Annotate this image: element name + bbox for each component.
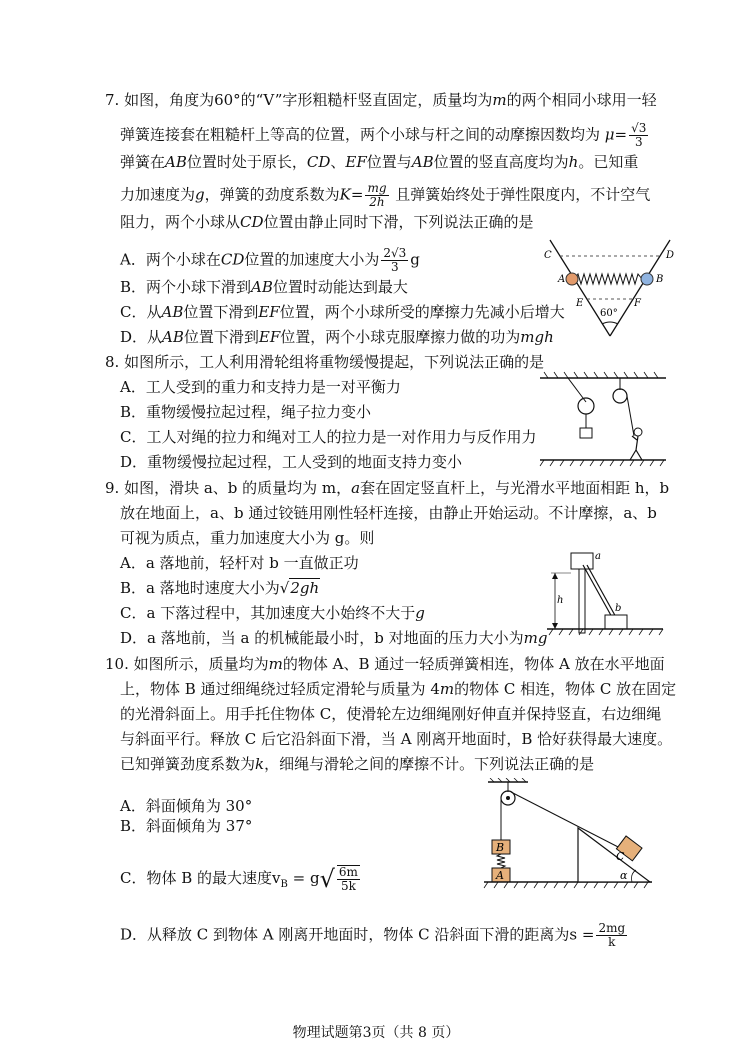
q8-option-d: D．重物缓慢拉起过程，工人受到的地面支持力变小 (120, 453, 463, 471)
q10-line-1: 10. 如图所示，质量均为m的物体 A、B 通过一轻质弹簧相连，物体 A 放在水平地面 (105, 655, 665, 673)
q9-line-2: 放在地面上，a、b 通过铰链用刚性轻杆连接，由静止开始运动。不计摩擦，a、b (120, 504, 657, 522)
q9-line-1: 9. 如图，滑块 a、b 的质量均为 m，a套在固定竖直杆上，与光滑水平地面相距 h，b (105, 479, 670, 497)
ball-b (641, 273, 653, 285)
label-b: B (496, 841, 505, 854)
incline-figure (482, 778, 654, 890)
mu-fraction: $\frac{√3}{3}$ (631, 121, 647, 149)
slider-rod-figure (545, 545, 665, 640)
label-c: C (544, 250, 552, 261)
label-f: F (634, 298, 641, 309)
q10-line-5: 已知弹簧劲度系数为k，细绳与滑轮之间的摩擦不计。下列说法正确的是 (120, 755, 595, 773)
v-rod-figure (540, 236, 680, 341)
q8-stem: 8. 如图所示，工人利用滑轮组将重物缓慢提起，下列说法正确的是 (105, 353, 545, 371)
pulley-figure (538, 370, 668, 468)
spring (497, 854, 505, 868)
q7-option-c: C．从AB位置下滑到EF位置，两个小球所受的摩擦力先减小后增大 (120, 303, 565, 321)
q8-option-b: B．重物缓慢拉起过程，绳子拉力变小 (120, 403, 372, 421)
q7-line-3: 弹簧在AB位置时处于原长，CD、EF位置与AB位置的竖直高度均为h。已知重 (120, 153, 639, 171)
q10-option-c: C．物体 B 的最大速度$v_B = g√$ $\frac{6m}{5k}$ (120, 865, 358, 893)
worker-head (634, 428, 642, 436)
label-a: A (496, 869, 504, 882)
k-fraction: $\frac{mg}{2h}$ (367, 181, 387, 209)
q10-option-b: B．斜面倾角为 37° (120, 817, 253, 835)
q10-line-3: 的光滑斜面上。用手托住物体 C，使滑轮左边细绳刚好伸直并保持竖直，右边细绳 (120, 705, 662, 723)
fixed-pulley (613, 389, 627, 403)
q9-option-d: D．a 落地前，当 a 的机械能最小时，b 对地面的压力大小为mg (120, 629, 548, 647)
label-b: b (615, 603, 622, 614)
q7-line-5: 阻力，两个小球从CD位置由静止同时下滑，下列说法正确的是 (120, 213, 534, 231)
q7-option-d: D．从AB位置下滑到EF位置，两个小球克服摩擦力做的功为mgh (120, 328, 554, 346)
q10-line-2: 上，物体 B 通过细绳绕过轻质定滑轮与质量为 4m的物体 C 相连，物体 C 放在固定 (120, 680, 677, 698)
q7-option-a: A．两个小球在CD位置的加速度大小为 $\frac{2√3}{3}$ g (120, 246, 420, 274)
q7-line-4: 力加速度为g，弹簧的劲度系数为K= $\frac{mg}{2h}$ 且弹簧始终处于弹性限度内，不计空气 (120, 181, 651, 209)
slider-a (571, 553, 593, 569)
weight (580, 428, 592, 438)
q9-option-c: C．a 下落过程中，其加速度大小始终不大于g (120, 604, 425, 622)
q10-line-4: 与斜面平行。释放 C 后它沿斜面下滑，当 A 刚离开地面时，B 恰好获得最大速度。 (120, 730, 673, 748)
slider-b (605, 615, 627, 629)
q7-line-2: 弹簧连接套在粗糙杆上等高的位置，两个小球与杆之间的动摩擦因数均为 μ= $\frac{√3}{3}$ (120, 121, 647, 149)
label-a: A (558, 274, 566, 285)
q8-option-a: A．工人受到的重力和支持力是一对平衡力 (120, 378, 401, 396)
label-angle: 60° (600, 308, 618, 319)
q9-option-b: B．a 落地时速度大小为√2gh (120, 579, 320, 597)
label-b: B (656, 274, 664, 285)
spring (575, 274, 642, 284)
label-h: h (557, 595, 564, 606)
label-d: D (666, 250, 675, 261)
q9-option-a: A．a 落地前，轻杆对 b 一直做正功 (120, 554, 359, 572)
label-a: a (595, 551, 601, 562)
label-c: C (616, 850, 625, 863)
movable-pulley (578, 398, 594, 414)
q7-line-1: 7. 如图，角度为60°的“V”字形粗糙杆竖直固定，质量均为m的两个相同小球用一轻 (105, 91, 657, 109)
q8-option-c: C．工人对绳的拉力和绳对工人的拉力是一对作用力与反作用力 (120, 428, 537, 446)
q7-option-b: B．两个小球下滑到AB位置时动能达到最大 (120, 278, 408, 296)
ball-a (566, 273, 578, 285)
q10-option-d: D．从释放 C 到物体 A 刚离开地面时，物体 C 沿斜面下滑的距离为s = $\frac{2mg}{k}$ (120, 921, 626, 949)
page-footer: 物理试题第3页（共 8 页） (292, 1025, 460, 1041)
label-e: E (576, 298, 584, 309)
q10-option-a: A．斜面倾角为 30° (120, 797, 253, 815)
q9-line-3: 可视为质点，重力加速度大小为 g。则 (120, 529, 375, 547)
incline (578, 828, 650, 882)
label-alpha: α (620, 869, 628, 882)
